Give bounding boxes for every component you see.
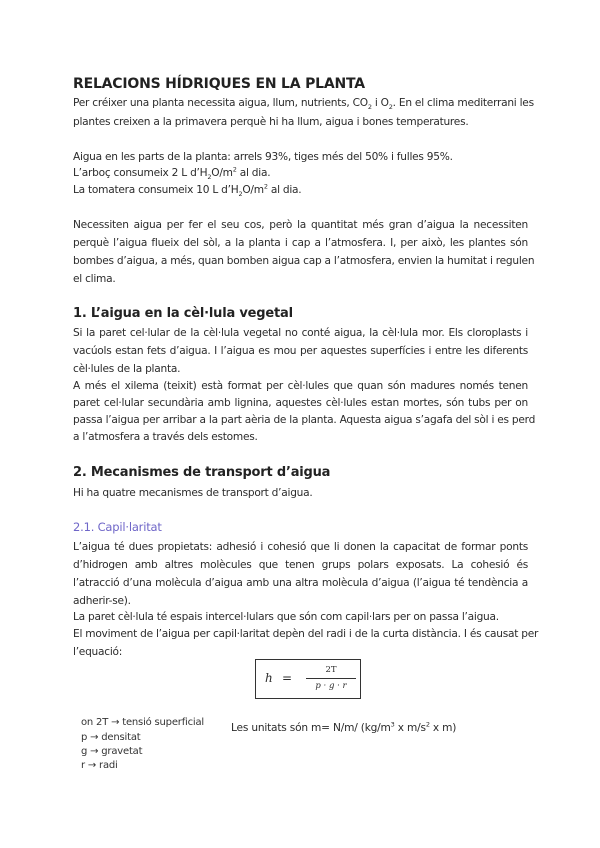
legend-item: p → densitat xyxy=(81,732,141,743)
section-2-1-line: d’hidrogen amb altres molècules que tenen grups polars exposats. La cohesió és xyxy=(73,559,528,571)
capillarity-equation xyxy=(255,659,361,699)
section-2-intro: Hi ha quatre mecanismes de transport d’aigua. xyxy=(73,487,313,499)
facts-line-1: Aigua en les parts de la planta: arrels 93%, tiges més del 50% i fulles 95%. xyxy=(73,151,453,163)
legend-item: g → gravetat xyxy=(81,746,143,757)
legend-item: on 2T → tensió superficial xyxy=(81,717,204,728)
section-1-line: cèl·lules de la planta. xyxy=(73,363,181,375)
section-2-heading: 2. Mecanismes de transport d’aigua xyxy=(73,465,331,480)
need-line-3: bombes d’aigua, a més, quan bomben aigua cap a l’atmosfera, envien la humitat i regulen xyxy=(73,255,535,267)
equation-denominator: p · g · r xyxy=(315,681,347,691)
equation-lhs: h xyxy=(265,671,273,685)
need-line-4: el clima. xyxy=(73,273,116,285)
section-1-line: passa l’aigua per arribar a la part aèria de la planta. Aquesta aigua s’agafa del sòl i es perd xyxy=(73,414,536,426)
section-1-line: Si la paret cel·lular de la cèl·lula vegetal no conté aigua, la cèl·lula mor. Els cloroplasts i xyxy=(73,327,528,339)
facts-line-2: L’arboç consumeix 2 L $d’H_2O/m^2$ al dia. xyxy=(73,165,271,182)
page-title: RELACIONS HÍDRIQUES EN LA PLANTA xyxy=(73,76,365,92)
section-2-1-line: El moviment de l’aigua per capil·laritat depèn del radi i de la curta distància. I és causat per xyxy=(73,628,539,640)
section-2-1-line: La paret cèl·lula té espais intercel·lulars que són com capil·lars per on passa l’aigua. xyxy=(73,611,499,623)
intro-line-1: Per créixer una planta necessita aigua, llum, nutrients, $CO_2$ i $O_2$. En el clima mediterrani les xyxy=(73,97,534,112)
legend-item: r → radi xyxy=(81,760,118,771)
section-1-line: A més el xilema (teixit) està format per cèl·lules que quan són madures només tenen xyxy=(73,380,528,392)
section-1-line: a l’atmosfera a través dels estomes. xyxy=(73,431,258,443)
intro-line-2: plantes creixen a la primavera perquè hi ha llum, aigua i bones temperatures. xyxy=(73,116,469,128)
section-1-line: vacúols estan fets d’aigua. I l’aigua es mou per aquestes superfícies i entre les diferents xyxy=(73,345,528,357)
section-2-1-line: l’atracció d’una molècula d’aigua amb una altra molècula d’aigua (l’aigua té tendència a xyxy=(73,577,528,589)
section-1-line: paret cel·lular secundària amb lignina, aquestes cèl·lules estan mortes, són tubs per on xyxy=(73,397,528,409)
fraction-bar xyxy=(306,678,356,679)
units-note: Les unitats són m= N/m/ ($kg/m^3$ x $m/s^2$ x m) xyxy=(231,720,457,734)
equation-equals: = xyxy=(282,671,293,685)
section-1-heading: 1. L’aigua en la cèl·lula vegetal xyxy=(73,306,293,321)
section-2-1-line: L’aigua té dues propietats: adhesió i cohesió que li donen la capacitat de formar ponts xyxy=(73,541,528,553)
need-line-2: perquè l’aigua flueix del sòl, a la planta i cap a l’atmosfera. I, per això, les plantes són xyxy=(73,237,528,249)
section-2-1-heading: 2.1. Capil·laritat xyxy=(73,520,162,534)
facts-line-3: La tomatera consumeix 10 L $d’H_2O/m^2$ al dia. xyxy=(73,182,302,199)
equation-numerator: 2T xyxy=(325,665,337,675)
need-line-1: Necessiten aigua per fer el seu cos, però la quantitat més gran d’aigua la necessiten xyxy=(73,219,528,231)
section-2-1-line: l’equació: xyxy=(73,646,123,658)
section-2-1-line: adherir-se). xyxy=(73,595,131,607)
